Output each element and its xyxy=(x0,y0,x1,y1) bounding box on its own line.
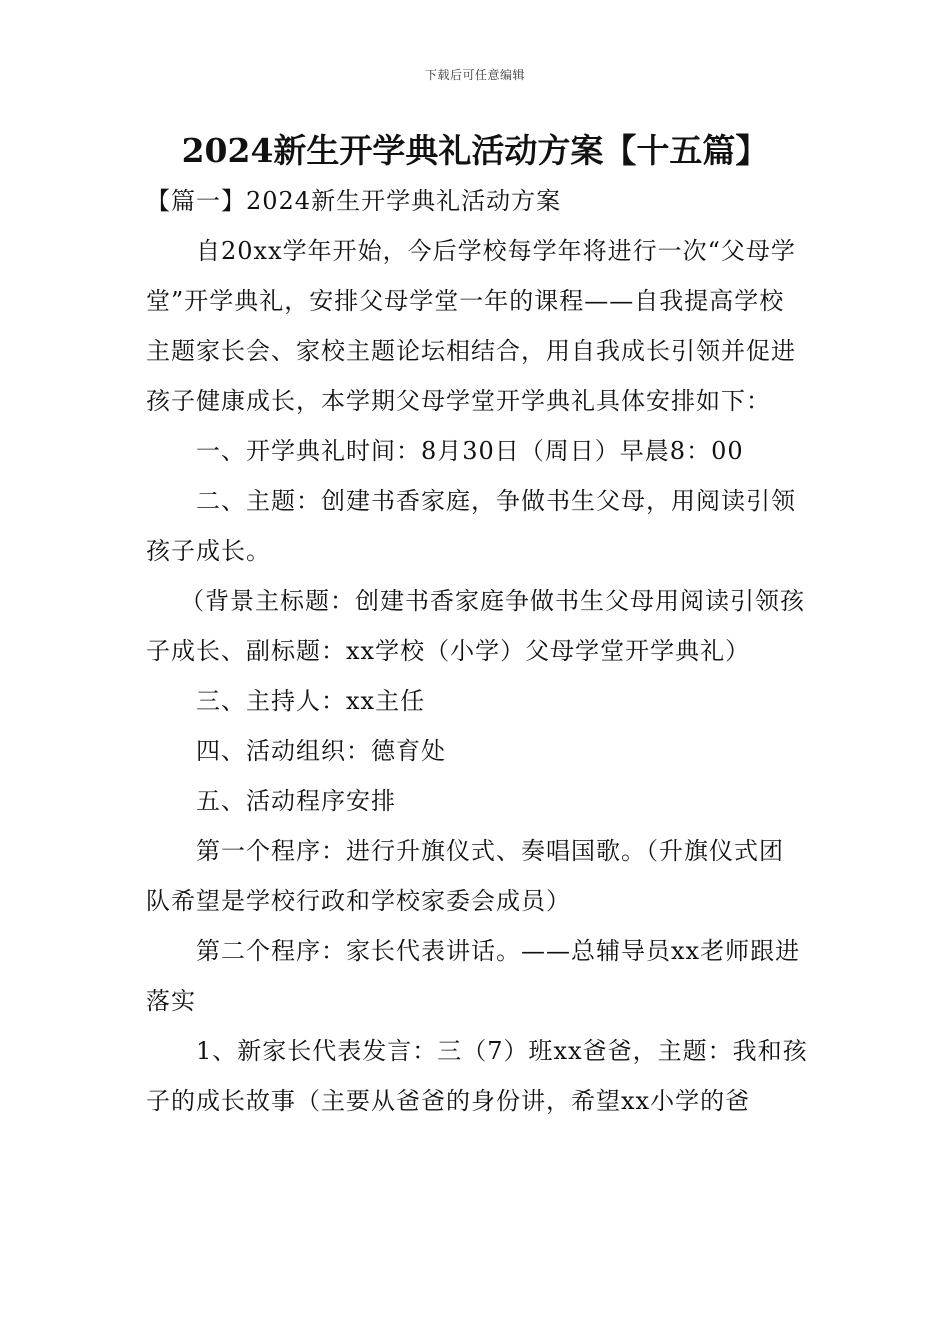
paragraph-program-heading: 五、活动程序安排 xyxy=(196,787,396,815)
paragraph-time: 一、开学典礼时间：8月30日（周日）早晨8：00 xyxy=(196,437,744,465)
paragraph-program-1: 第一个程序：进行升旗仪式、奏唱国歌。（升旗仪式团队希望是学校行政和学校家委会成员） xyxy=(146,837,784,915)
paragraph-theme: 二、主题：创建书香家庭，争做书生父母，用阅读引领孩子成长。 xyxy=(146,487,796,565)
header-note: 下载后可任意编辑 xyxy=(424,68,525,82)
paragraph-host: 三、主持人：xx主任 xyxy=(196,687,426,715)
document-body xyxy=(146,176,808,1126)
document-title: 2024新生开学典礼活动方案【十五篇】 xyxy=(181,131,769,170)
paragraph-intro: 自20xx学年开始，今后学校每学年将进行一次“父母学堂”开学典礼，安排父母学堂一年的课程——自我提高学校主题家长会、家校主题论坛相结合，用自我成长引领并促进孩子健康成长，本学期父母学堂开学典礼具体安排如下： xyxy=(146,237,796,415)
paragraph-organizer: 四、活动组织：德育处 xyxy=(196,737,446,765)
paragraph-program-2: 第二个程序：家长代表讲话。——总辅导员xx老师跟进落实 xyxy=(146,937,801,1015)
section-heading: 【篇一】2024新生开学典礼活动方案 xyxy=(146,187,562,215)
paragraph-background-title: （背景主标题：创建书香家庭争做书生父母用阅读引领孩子成长、副标题：xx学校（小学）父母学堂开学典礼） xyxy=(146,587,805,665)
paragraph-parent-speech: 1、新家长代表发言：三（7）班xx爸爸，主题：我和孩子的成长故事（主要从爸爸的身份讲，希望xx小学的爸 xyxy=(146,1037,808,1115)
